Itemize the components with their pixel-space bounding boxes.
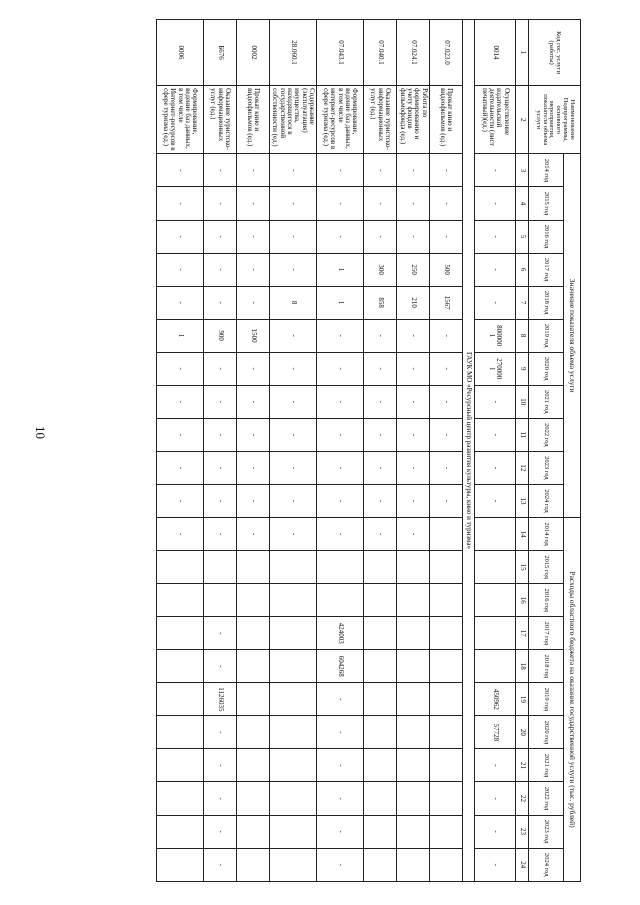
volume-value: - xyxy=(157,451,204,484)
expense-value xyxy=(430,815,463,848)
expense-value xyxy=(317,584,364,617)
expense-value xyxy=(157,749,204,782)
expense-value xyxy=(237,749,270,782)
volume-value-primary: 800000 xyxy=(495,325,504,347)
volume-value: - xyxy=(204,352,237,385)
year-header: 2018 год xyxy=(529,286,564,319)
expense-value xyxy=(364,584,397,617)
expense-value: - xyxy=(270,518,317,551)
year-header: 2024 год xyxy=(529,484,564,517)
expense-value xyxy=(475,518,516,551)
table-row xyxy=(317,20,364,882)
volume-value: 300 xyxy=(364,253,397,286)
column-number: 7 xyxy=(516,286,529,319)
volume-value xyxy=(475,352,516,385)
volume-value: - xyxy=(157,352,204,385)
year-header: 2020 год xyxy=(529,352,564,385)
volume-value: - xyxy=(317,154,364,187)
column-number: 20 xyxy=(516,716,529,749)
service-name: Осуществление издательской деятельности (лист печатный)(ед.) xyxy=(475,86,516,154)
expense-value: - xyxy=(475,782,516,815)
volume-value: - xyxy=(204,187,237,220)
expense-value xyxy=(430,518,463,551)
volume-value: - xyxy=(204,220,237,253)
service-name: Оказание туристско-информационных услуг (ед.) xyxy=(364,86,397,154)
volume-value: 1 xyxy=(317,253,364,286)
column-number: 2 xyxy=(516,86,529,154)
expense-value xyxy=(430,716,463,749)
volume-value: - xyxy=(397,484,430,517)
table-row xyxy=(430,20,463,882)
expense-value xyxy=(237,782,270,815)
table-row xyxy=(204,20,237,882)
expense-value xyxy=(157,716,204,749)
volume-value: - xyxy=(204,418,237,451)
expense-value xyxy=(397,749,430,782)
column-number: 1 xyxy=(516,20,529,86)
volume-value: - xyxy=(270,154,317,187)
service-name: Формирование, ведение баз данных, в том числе интернет-ресурсов в сфере туризма (ед.) xyxy=(317,86,364,154)
volume-value: - xyxy=(397,154,430,187)
expense-value: - xyxy=(317,749,364,782)
volume-group-header: Значение показателя объема услуги xyxy=(564,154,581,518)
expense-value xyxy=(430,584,463,617)
volume-value: - xyxy=(237,451,270,484)
name-column-header: Наименование Подпрограммы, основного мероприятия, показателя объема услуги xyxy=(529,86,581,154)
expense-value xyxy=(430,683,463,716)
column-number: 18 xyxy=(516,650,529,683)
table-row xyxy=(237,20,270,882)
service-code: 0014 xyxy=(475,20,516,86)
year-header: 2019 год xyxy=(529,683,564,716)
volume-value: 858 xyxy=(364,286,397,319)
expense-value xyxy=(364,551,397,584)
volume-value: - xyxy=(317,187,364,220)
expense-value: - xyxy=(317,848,364,881)
expense-value: - xyxy=(204,782,237,815)
volume-value: - xyxy=(364,220,397,253)
volume-value: 900 xyxy=(204,319,237,352)
expense-value xyxy=(237,716,270,749)
table-row xyxy=(364,20,397,882)
volume-value: - xyxy=(475,220,516,253)
expense-value xyxy=(157,650,204,683)
volume-value: - xyxy=(364,418,397,451)
expense-value: - xyxy=(157,518,204,551)
expense-group-header: Расходы областного бюджета на оказание государственной услуги (тыс. рублей) xyxy=(564,518,581,882)
volume-value: 250 xyxy=(397,253,430,286)
expense-value xyxy=(270,551,317,584)
section-title: ГАУК МО «Ресурсный центр развития культуры, кино и туризма» xyxy=(463,20,475,882)
volume-value: - xyxy=(397,319,430,352)
volume-value: - xyxy=(430,484,463,517)
expense-value xyxy=(270,749,317,782)
column-number: 8 xyxy=(516,319,529,352)
volume-value: 8 xyxy=(270,286,317,319)
volume-value: - xyxy=(157,418,204,451)
volume-value: - xyxy=(204,286,237,319)
volume-value: - xyxy=(270,187,317,220)
expense-value xyxy=(270,617,317,650)
expense-value xyxy=(475,551,516,584)
expense-value xyxy=(364,749,397,782)
volume-value: - xyxy=(204,484,237,517)
volume-value: - xyxy=(397,451,430,484)
volume-value: - xyxy=(157,187,204,220)
volume-value: - xyxy=(430,154,463,187)
volume-value: - xyxy=(204,385,237,418)
expense-value: - xyxy=(317,518,364,551)
volume-value: - xyxy=(475,451,516,484)
services-table xyxy=(156,19,581,882)
volume-value-secondary: 1 xyxy=(488,366,496,371)
expense-value: - xyxy=(237,518,270,551)
expense-value: - xyxy=(204,815,237,848)
column-number: 22 xyxy=(516,782,529,815)
expense-value: 1126035 xyxy=(204,683,237,716)
expense-value xyxy=(397,716,430,749)
expense-value: 604268 xyxy=(317,650,364,683)
column-number: 16 xyxy=(516,584,529,617)
volume-value: - xyxy=(397,418,430,451)
volume-value-primary: 270000 xyxy=(495,358,504,380)
expense-value xyxy=(397,650,430,683)
expense-value xyxy=(157,617,204,650)
column-number: 3 xyxy=(516,154,529,187)
volume-value: - xyxy=(397,385,430,418)
service-name: Оказание туристско-информационных услуг (ед.) xyxy=(204,86,237,154)
volume-value: - xyxy=(270,451,317,484)
table-row xyxy=(157,20,204,882)
expense-value: - xyxy=(204,749,237,782)
volume-value: - xyxy=(397,352,430,385)
volume-value: - xyxy=(475,418,516,451)
expense-value xyxy=(475,650,516,683)
expense-value xyxy=(157,848,204,881)
year-header: 2020 год xyxy=(529,716,564,749)
table-row xyxy=(463,20,475,882)
expense-value: - xyxy=(317,716,364,749)
expense-value xyxy=(237,551,270,584)
volume-value: - xyxy=(270,352,317,385)
expense-value xyxy=(397,815,430,848)
volume-value: - xyxy=(364,319,397,352)
expense-value xyxy=(270,815,317,848)
year-header: 2022 год xyxy=(529,418,564,451)
volume-value: - xyxy=(204,451,237,484)
volume-value: - xyxy=(237,352,270,385)
volume-value: - xyxy=(157,154,204,187)
expense-value: 57728 xyxy=(475,716,516,749)
expense-value xyxy=(237,815,270,848)
expense-value xyxy=(364,683,397,716)
column-number: 6 xyxy=(516,253,529,286)
volume-value: 500 xyxy=(430,253,463,286)
year-header: 2017 год xyxy=(529,617,564,650)
volume-value: - xyxy=(157,286,204,319)
year-header: 2021 год xyxy=(529,385,564,418)
expense-value: - xyxy=(475,815,516,848)
column-number: 5 xyxy=(516,220,529,253)
expense-value xyxy=(364,848,397,881)
volume-value: - xyxy=(317,451,364,484)
expense-value xyxy=(430,782,463,815)
volume-value: - xyxy=(237,220,270,253)
rotated-table-container xyxy=(78,19,581,882)
volume-value: - xyxy=(430,220,463,253)
expense-value xyxy=(270,716,317,749)
volume-value: - xyxy=(270,319,317,352)
expense-value xyxy=(270,782,317,815)
volume-value: - xyxy=(430,352,463,385)
service-code: 07.040.1 xyxy=(364,20,397,86)
expense-value: - xyxy=(204,650,237,683)
column-number: 10 xyxy=(516,385,529,418)
expense-value xyxy=(397,683,430,716)
volume-value: - xyxy=(157,220,204,253)
expense-value xyxy=(364,617,397,650)
volume-value: 210 xyxy=(397,286,430,319)
year-header: 2023 год xyxy=(529,451,564,484)
expense-value xyxy=(157,815,204,848)
year-header: 2015 год xyxy=(529,187,564,220)
expense-value xyxy=(237,683,270,716)
column-number: 4 xyxy=(516,187,529,220)
expense-value xyxy=(270,683,317,716)
column-number: 15 xyxy=(516,551,529,584)
service-name: Прокат кино и видеофильмов (ед.) xyxy=(430,86,463,154)
service-code: 07.043.1 xyxy=(317,20,364,86)
volume-value: - xyxy=(397,187,430,220)
expense-value xyxy=(237,650,270,683)
page-number: 10 xyxy=(33,426,48,439)
column-number: 14 xyxy=(516,518,529,551)
service-code: 07.024.1 xyxy=(397,20,430,86)
expense-value: - xyxy=(204,518,237,551)
volume-value: - xyxy=(430,418,463,451)
expense-value xyxy=(237,848,270,881)
expense-value xyxy=(364,716,397,749)
table-row xyxy=(397,20,430,882)
year-header: 2014 год xyxy=(529,154,564,187)
volume-value: - xyxy=(317,484,364,517)
volume-value: - xyxy=(204,253,237,286)
volume-value: - xyxy=(317,352,364,385)
volume-value xyxy=(475,319,516,352)
volume-value: 1500 xyxy=(237,319,270,352)
service-code: 0002 xyxy=(237,20,270,86)
expense-value: 450962 xyxy=(475,683,516,716)
expense-value xyxy=(364,782,397,815)
volume-value: - xyxy=(237,484,270,517)
volume-value: - xyxy=(364,451,397,484)
volume-value: - xyxy=(430,319,463,352)
year-header: 2016 год xyxy=(529,584,564,617)
volume-value: - xyxy=(270,253,317,286)
expense-value: - xyxy=(204,848,237,881)
expense-value xyxy=(317,551,364,584)
expense-value xyxy=(430,650,463,683)
service-code: 07.023.0 xyxy=(430,20,463,86)
expense-value xyxy=(364,815,397,848)
expense-value xyxy=(475,584,516,617)
expense-value xyxy=(270,650,317,683)
expense-value: - xyxy=(317,683,364,716)
year-header: 2024 год xyxy=(529,848,564,881)
volume-value: - xyxy=(475,385,516,418)
volume-value: - xyxy=(317,220,364,253)
year-header: 2019 год xyxy=(529,319,564,352)
volume-value: - xyxy=(317,418,364,451)
volume-value: - xyxy=(270,220,317,253)
expense-value xyxy=(397,551,430,584)
column-number: 9 xyxy=(516,352,529,385)
expense-value xyxy=(157,551,204,584)
volume-value: - xyxy=(364,385,397,418)
service-code: 0006 xyxy=(157,20,204,86)
volume-value: - xyxy=(237,187,270,220)
expense-value xyxy=(430,848,463,881)
expense-value: - xyxy=(475,848,516,881)
year-header: 2018 год xyxy=(529,650,564,683)
expense-value xyxy=(157,683,204,716)
volume-value: - xyxy=(475,187,516,220)
volume-value: - xyxy=(364,352,397,385)
expense-value: - xyxy=(364,518,397,551)
volume-value: - xyxy=(237,286,270,319)
volume-value: - xyxy=(317,385,364,418)
column-number: 12 xyxy=(516,451,529,484)
expense-value xyxy=(430,551,463,584)
expense-value xyxy=(157,584,204,617)
expense-value xyxy=(270,848,317,881)
volume-value: - xyxy=(317,319,364,352)
year-header: 2014 год xyxy=(529,518,564,551)
expense-value xyxy=(157,782,204,815)
volume-value: - xyxy=(364,484,397,517)
expense-value xyxy=(397,782,430,815)
volume-value: - xyxy=(237,418,270,451)
expense-value xyxy=(475,617,516,650)
volume-value: - xyxy=(364,154,397,187)
column-number: 13 xyxy=(516,484,529,517)
volume-value: - xyxy=(475,154,516,187)
volume-value: - xyxy=(204,154,237,187)
volume-value: - xyxy=(364,187,397,220)
expense-value: - xyxy=(397,518,430,551)
expense-value: - xyxy=(475,749,516,782)
volume-value: - xyxy=(237,385,270,418)
column-number: 21 xyxy=(516,749,529,782)
expense-value: - xyxy=(317,815,364,848)
service-code: Б676 xyxy=(204,20,237,86)
volume-value: - xyxy=(270,418,317,451)
column-number: 23 xyxy=(516,815,529,848)
expense-value: - xyxy=(317,782,364,815)
volume-value: 1 xyxy=(317,286,364,319)
expense-value xyxy=(397,848,430,881)
volume-value: - xyxy=(430,451,463,484)
expense-value xyxy=(430,617,463,650)
service-name: Прокат кино и видеофильмов (ед.) xyxy=(237,86,270,154)
expense-value: 424003 xyxy=(317,617,364,650)
expense-value: - xyxy=(204,617,237,650)
volume-value: - xyxy=(475,484,516,517)
service-name: Содержание (эксплуатация) имущества, находящегося в государственной собственности (ед.) xyxy=(270,86,317,154)
expense-value xyxy=(237,584,270,617)
expense-value xyxy=(430,749,463,782)
volume-value: - xyxy=(237,253,270,286)
expense-value xyxy=(204,584,237,617)
volume-value: 1567 xyxy=(430,286,463,319)
volume-value-secondary: 1 xyxy=(488,333,496,338)
column-number: 17 xyxy=(516,617,529,650)
expense-value: - xyxy=(204,716,237,749)
year-header: 2017 год xyxy=(529,253,564,286)
volume-value: - xyxy=(430,385,463,418)
volume-value: - xyxy=(157,484,204,517)
volume-value: - xyxy=(397,220,430,253)
volume-value: - xyxy=(270,484,317,517)
year-header: 2023 год xyxy=(529,815,564,848)
code-column-header: Код гос. услуги (работы) xyxy=(529,20,581,86)
volume-value: - xyxy=(475,253,516,286)
expense-value xyxy=(397,584,430,617)
expense-value xyxy=(204,551,237,584)
expense-value xyxy=(270,584,317,617)
service-name: Формирование, ведение баз данных, в том числе Интернет-ресурсов в сфере туризма (ед.) xyxy=(157,86,204,154)
volume-value: - xyxy=(237,154,270,187)
year-header: 2022 год xyxy=(529,782,564,815)
table-row xyxy=(475,20,516,882)
service-name: Работа по формированию и учету фондов фильмофонда (ед.) xyxy=(397,86,430,154)
expense-value xyxy=(237,617,270,650)
volume-value: - xyxy=(157,385,204,418)
expense-value xyxy=(397,617,430,650)
column-number: 24 xyxy=(516,848,529,881)
volume-value: - xyxy=(475,286,516,319)
expense-value xyxy=(364,650,397,683)
column-number: 19 xyxy=(516,683,529,716)
volume-value: 1 xyxy=(157,319,204,352)
year-header: 2021 год xyxy=(529,749,564,782)
table-row xyxy=(270,20,317,882)
year-header: 2016 год xyxy=(529,220,564,253)
volume-value: - xyxy=(430,187,463,220)
service-code: 28.060.1 xyxy=(270,20,317,86)
volume-value: - xyxy=(270,385,317,418)
year-header: 2015 год xyxy=(529,551,564,584)
column-number: 11 xyxy=(516,418,529,451)
volume-value: - xyxy=(157,253,204,286)
